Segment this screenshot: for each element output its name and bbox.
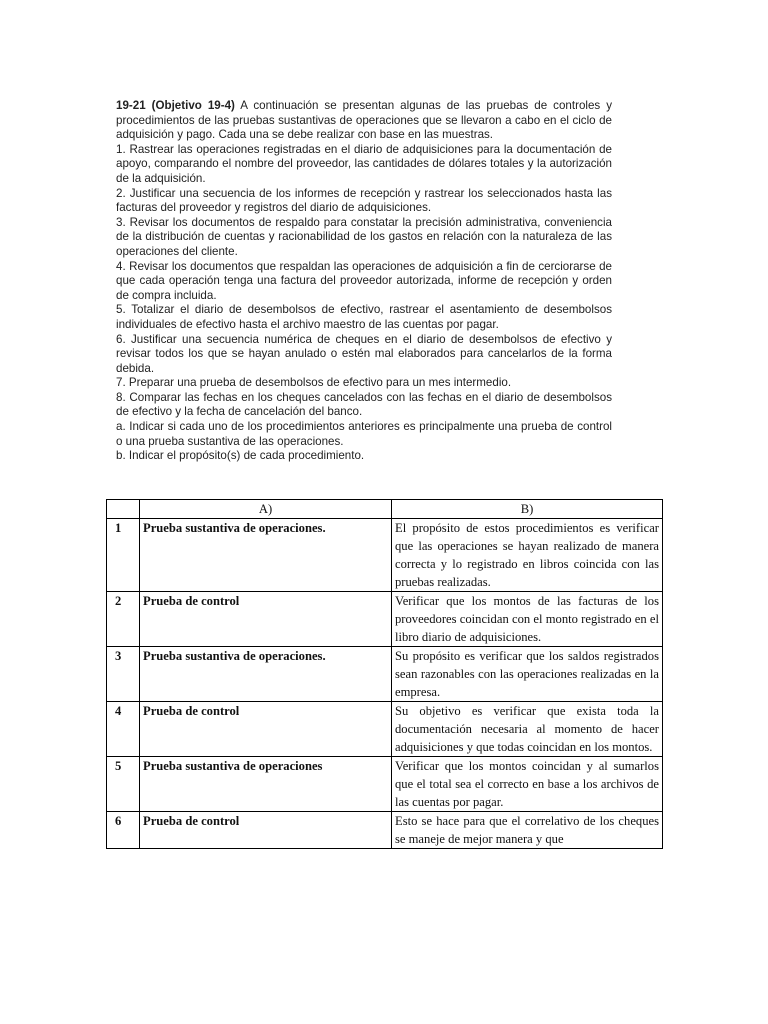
exercise-item: 4. Revisar los documentos que respaldan las operaciones de adquisición a fin de cerciorarse de que cada operación tenga una factura del proveedor autorizada, informe de recepción y orden de compra incluida. (116, 259, 612, 302)
table-row (107, 519, 663, 592)
table-header-row (107, 500, 663, 519)
exercise-item: 6. Justificar una secuencia numérica de cheques en el diario de desembolsos de efectivo y revisar todos los que se hayan anulado o estén mal elaborados para cancelarlos de la forma debida. (116, 332, 612, 375)
exercise-intro (116, 99, 612, 143)
test-purpose: Verificar que los montos coincidan y al sumarlos que el total sea el correcto en base a los archivos de las cuentas por pagar. (392, 757, 663, 812)
exercise-statement (116, 99, 612, 464)
exercise-item: 7. Preparar una prueba de desembolsos de efectivo para un mes intermedio. (116, 376, 512, 390)
test-type: Prueba de control (140, 812, 392, 849)
test-purpose (392, 812, 663, 849)
exercise-item: 5. Totalizar el diario de desembolsos de efectivo, rastrear el asentamiento de desembolsos individuales de efectivo hasta el archivo maestro de las cuentas por pagar. (116, 303, 612, 331)
exercise-item: 8. Comparar las fechas en los cheques cancelados con las fechas en el diario de desembolsos de efectivo y la fecha de cancelación del banco. (116, 390, 612, 419)
row-number: 4 (107, 702, 140, 757)
row-number: 1 (107, 519, 140, 592)
test-purpose: Su objetivo es verificar que exista toda la documentación necesaria al momento de hacer adquisiciones y que todas coincidan en los montos. (392, 702, 663, 757)
test-type: Prueba de control (140, 592, 392, 647)
table-row (107, 702, 663, 757)
row-number: 6 (107, 812, 140, 849)
exercise-question: b. Indicar el propósito(s) de cada procedimiento. (116, 449, 365, 463)
exercise-item: 1. Rastrear las operaciones registradas en el diario de adquisiciones para la documentación de apoyo, comparando el nombre del proveedor, las cantidades de dólares totales y la autorización de la adquisición. (116, 142, 612, 185)
exercise-code: 19-21 (Objetivo 19-4) (116, 99, 235, 112)
test-purpose-text: Esto se hace para que el correlativo de los cheques se maneje de mejor manera y que (395, 814, 659, 846)
exercise-item: 2. Justificar una secuencia de los informes de recepción y rastrear los seleccionados hasta las facturas del proveedor y registros del diario de adquisiciones. (116, 186, 612, 215)
test-purpose: Verificar que los montos de las facturas de los proveedores coincidan con el monto registrado en el libro diario de adquisiciones. (392, 592, 663, 647)
answers-table (106, 499, 663, 849)
exercise-item: 3. Revisar los documentos de respaldo para constatar la precisión administrativa, conveniencia de la distribución de cuentas y racionabilidad de los gastos en relación con la naturaleza de las operaciones del cliente. (116, 215, 612, 258)
test-type: Prueba sustantiva de operaciones. (140, 647, 392, 702)
table-row (107, 757, 663, 812)
test-type: Prueba sustantiva de operaciones (140, 757, 392, 812)
exercise-intro-text: A continuación se presentan algunas de las pruebas de controles y procedimientos de las pruebas sustantivas de operaciones que se llevaron a cabo en el ciclo de adquisición y pago. Cada una se debe realizar con base en las muestras. (116, 99, 612, 142)
header-a: A) (140, 500, 392, 519)
table-row (107, 647, 663, 702)
table-row (107, 592, 663, 647)
test-type: Prueba de control (140, 702, 392, 757)
row-number: 5 (107, 757, 140, 812)
table-row (107, 812, 663, 849)
header-number (107, 500, 140, 519)
row-number: 2 (107, 592, 140, 647)
exercise-question: a. Indicar si cada uno de los procedimientos anteriores es principalmente una prueba de control o una prueba sustantiva de las operaciones. (116, 420, 612, 448)
row-number: 3 (107, 647, 140, 702)
test-purpose: El propósito de estos procedimientos es verificar que las operaciones se hayan realizado de manera correcta y lo registrado en libros coincida con las pruebas realizadas. (392, 519, 663, 592)
test-purpose: Su propósito es verificar que los saldos registrados sean razonables con las operaciones realizadas en la empresa. (392, 647, 663, 702)
header-b: B) (392, 500, 663, 519)
test-type: Prueba sustantiva de operaciones. (140, 519, 392, 592)
